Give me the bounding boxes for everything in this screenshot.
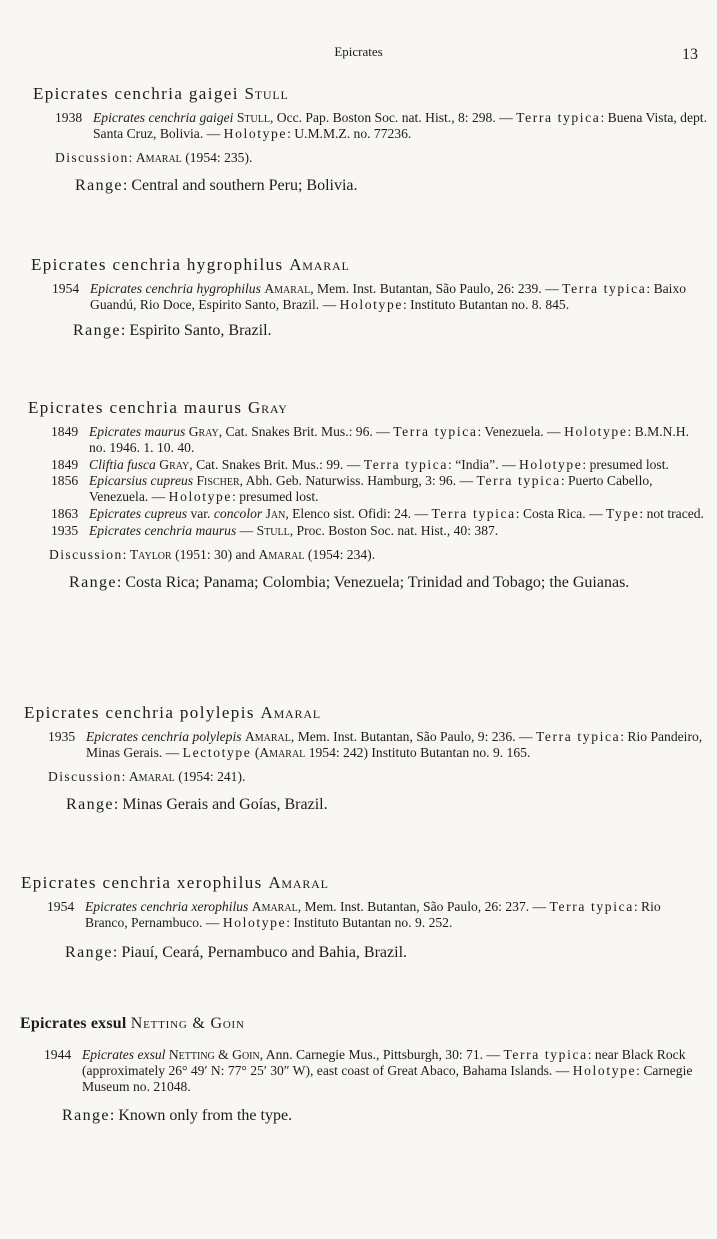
taxon-heading: Epicrates cenchria polylepis Amaral: [24, 703, 321, 722]
taxon-section-gaigei: [33, 84, 713, 196]
discussion: Discussion: Amaral (1954: 241).: [48, 768, 246, 784]
taxon-heading: Epicrates cenchria maurus Gray: [28, 398, 288, 417]
taxon-section-exsul: [20, 1015, 700, 1126]
taxon-heading: Epicrates cenchria xerophilus Amaral: [21, 873, 329, 892]
synonymy-entry: 1849 Cliftia fusca Gray, Cat. Snakes Brit. Mus.: 99. — Terra typica: “India”. — Holotype: presumed lost.: [51, 456, 669, 472]
range: Range: Costa Rica; Panama; Colombia; Venezuela; Trinidad and Tobago; the Guianas.: [69, 573, 630, 591]
taxon-heading: Epicrates exsul Netting & Goin: [20, 1015, 245, 1032]
synonymy-entry: 1954 Epicrates cenchria hygrophilus Amaral, Mem. Inst. Butantan, São Paulo, 26: 239. — Terra typica: Baixo Guandú, Rio Doce, Espirito Santo, Brazil. — Holotype: Instituto Butantan no. 8. 845.: [52, 281, 687, 312]
synonymy-entry: 1849 Epicrates maurus Gray, Cat. Snakes Brit. Mus.: 96. — Terra typica: Venezuela. — Holotype: B.M.N.H. no. 1946. 1. 10. 40.: [51, 424, 690, 455]
taxon-heading: Epicrates cenchria gaigei Stull: [33, 84, 289, 103]
running-head: Epicrates: [334, 44, 383, 59]
discussion: Discussion: Amaral (1954: 235).: [55, 149, 253, 165]
range: Range: Minas Gerais and Goías, Brazil.: [66, 795, 328, 813]
range: Range: Piauí, Ceará, Pernambuco and Bahia, Brazil.: [65, 943, 408, 961]
taxon-section-xerophilus: [21, 873, 701, 963]
taxon-section-hygrophilus: [31, 255, 711, 341]
taxon-heading: Epicrates cenchria hygrophilus Amaral: [31, 255, 350, 274]
taxon-section-polylepis: [24, 703, 704, 815]
synonymy-entry: 1863 Epicrates cupreus var. concolor Jan, Elenco sist. Ofidi: 24. — Terra typica: Costa Rica. — Type: not traced.: [51, 505, 704, 521]
synonymy-entry: 1935 Epicrates cenchria polylepis Amaral, Mem. Inst. Butantan, São Paulo, 9: 236. — Terra typica: Rio Pandeiro, Minas Gerais. — Lectotype (Amaral 1954: 242) Instituto Butantan no. 9. 165.: [48, 729, 703, 760]
synonymy-entry: 1954 Epicrates cenchria xerophilus Amaral, Mem. Inst. Butantan, São Paulo, 26: 237. — Terra typica: Rio Branco, Pernambuco. — Holotype: Instituto Butantan no. 9. 252.: [47, 899, 661, 930]
range: Range: Espirito Santo, Brazil.: [73, 321, 272, 339]
discussion: Discussion: Taylor (1951: 30) and Amaral (1954: 234).: [49, 546, 376, 562]
range: Range: Central and southern Peru; Bolivia.: [75, 176, 358, 194]
range: Range: Known only from the type.: [62, 1107, 293, 1125]
synonymy-entry: 1856 Epicarsius cupreus Fischer, Abh. Geb. Naturwiss. Hamburg, 3: 96. — Terra typica: Puerto Cabello, Venezuela. — Holotype: presumed lost.: [51, 473, 653, 505]
page-number: 13: [682, 46, 698, 63]
synonymy-entry: 1944 Epicrates exsul Netting & Goin, Ann. Carnegie Mus., Pittsburgh, 30: 71. — Terra typica: near Black Rock (approximately 26° 49′ N: 77° 25′ 30″ W), east coast of Great Abaco, Bahama Islands. — Holotype: Carnegie Museum no. 21048.: [44, 1047, 693, 1094]
synonymy-entry: 1938 Epicrates cenchria gaigei Stull, Occ. Pap. Boston Soc. nat. Hist., 8: 298. — Terra typica: Buena Vista, dept. Santa Cruz, Bolivia. — Holotype: U.M.M.Z. no. 77236.: [55, 110, 707, 141]
taxon-section-maurus: [28, 398, 708, 593]
synonymy-entry: 1935 Epicrates cenchria maurus — Stull, Proc. Boston Soc. nat. Hist., 40: 387.: [51, 522, 499, 538]
